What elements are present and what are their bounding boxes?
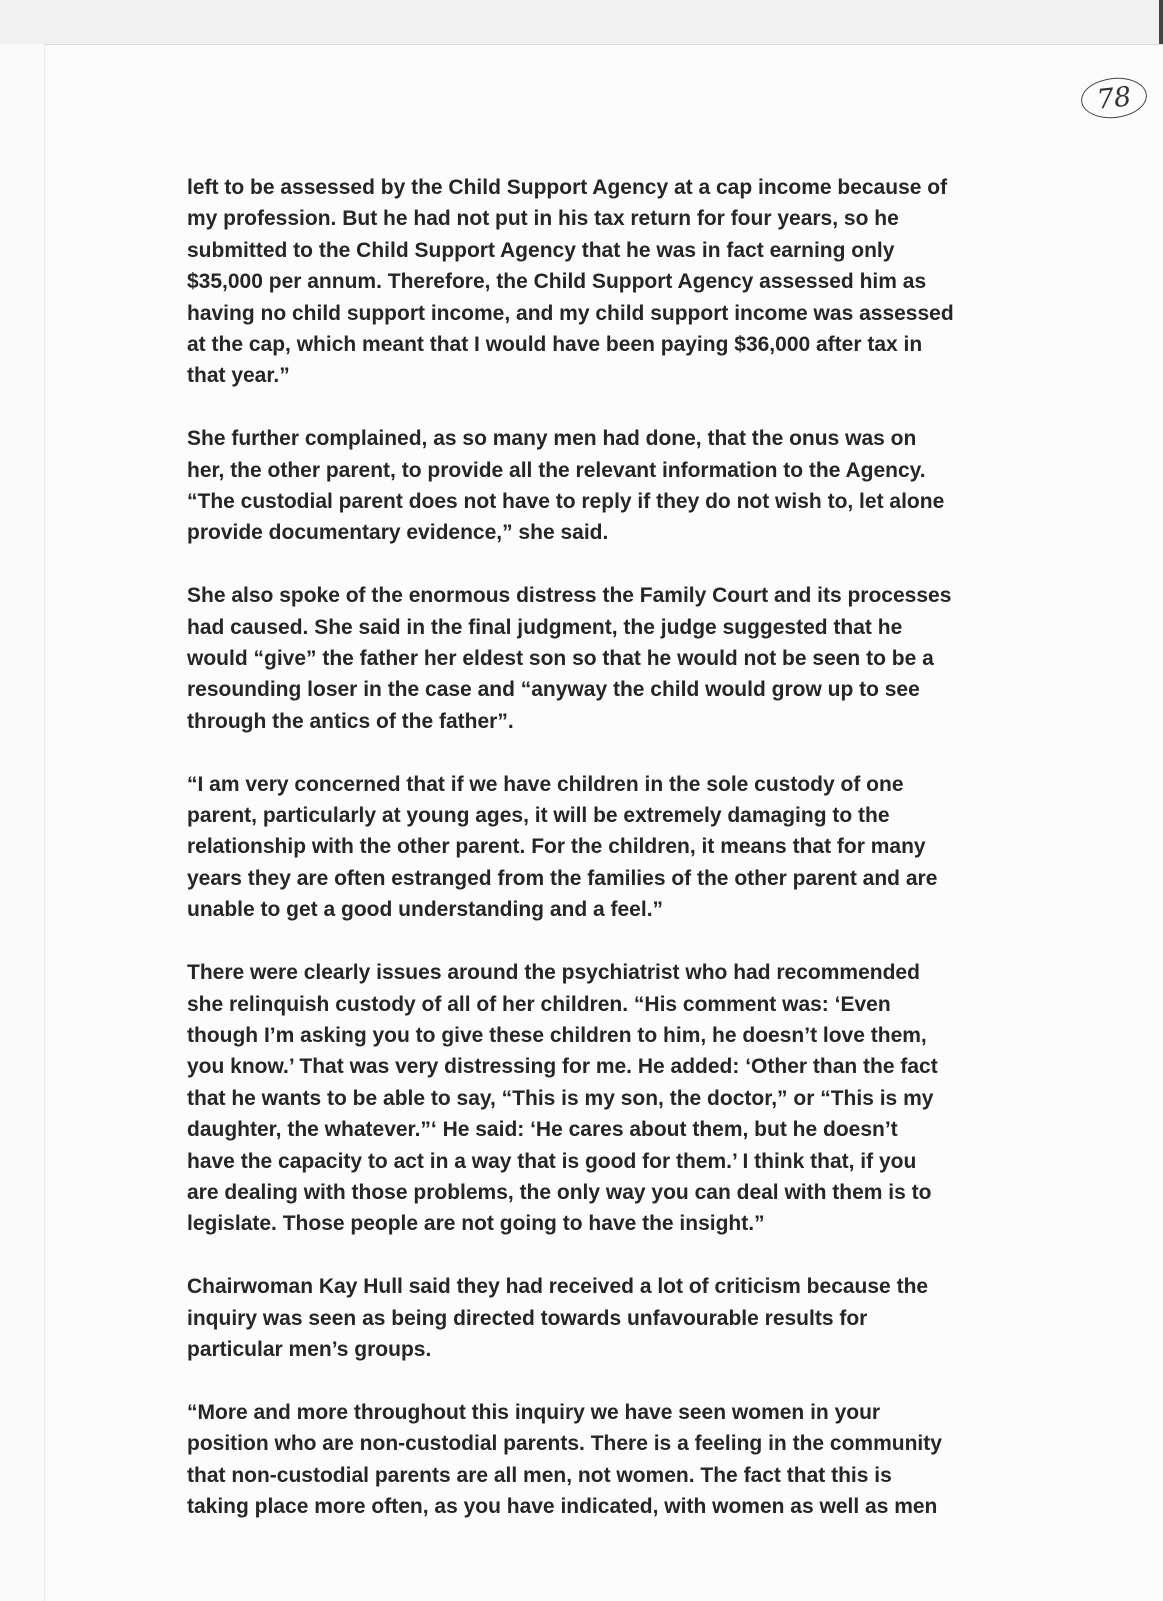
text-line: particular men’s groups. [187,1337,432,1361]
document-body [187,172,1029,1522]
text-line: that non-custodial parents are all men, not women. The fact that this is [187,1463,892,1487]
paragraph [187,423,1029,549]
text-line: Chairwoman Kay Hull said they had received a lot of criticism because the [187,1275,929,1299]
text-line: my profession. But he had not put in his tax return for four years, so he [187,207,899,231]
text-line: have the capacity to act in a way that is good for them.’ I think that, if you [187,1149,917,1173]
text-line: had caused. She said in the final judgment, the judge suggested that he [187,615,903,639]
text-line: She also spoke of the enormous distress the Family Court and its processes [187,584,952,608]
text-line: inquiry was seen as being directed towards unfavourable results for [187,1306,868,1330]
paragraph [187,580,1029,737]
text-line: that year.” [187,364,290,388]
text-line: you know.’ That was very distressing for me. He added: ‘Other than the fact [187,1055,938,1079]
scanner-edge [1159,0,1163,44]
paragraph [187,172,1029,392]
text-line: She further complained, as so many men had done, that the onus was on [187,427,917,451]
text-line: resounding loser in the case and “anyway the child would grow up to see [187,678,920,702]
text-line: at the cap, which meant that I would have been paying $36,000 after tax in [187,333,923,357]
text-line: parent, particularly at young ages, it will be extremely damaging to the [187,804,890,828]
text-line: though I’m asking you to give these children to him, he doesn’t love them, [187,1023,927,1047]
text-line: years they are often estranged from the families of the other parent and are [187,866,938,890]
text-line: position who are non-custodial parents. There is a feeling in the community [187,1432,942,1456]
text-line: that he wants to be able to say, “This is my son, the doctor,” or “This is my [187,1086,934,1110]
text-line: “I am very concerned that if we have children in the sole custody of one [187,772,904,796]
text-line: There were clearly issues around the psychiatrist who had recommended [187,961,920,985]
text-line: submitted to the Child Support Agency that he was in fact earning only [187,238,895,262]
text-line: are dealing with those problems, the only way you can deal with them is to [187,1180,932,1204]
text-line: daughter, the whatever.”‘ He said: ‘He cares about them, but he doesn’t [187,1118,898,1142]
paragraph [187,1271,1029,1365]
text-line: would “give” the father her eldest son so that he would not be seen to be a [187,647,934,671]
text-line: through the antics of the father”. [187,709,514,733]
paragraph [187,957,1029,1240]
text-line: left to be assessed by the Child Support Agency at a cap income because of [187,176,948,199]
text-line: provide documentary evidence,” she said. [187,521,609,545]
text-line: she relinquish custody of all of her children. “His comment was: ‘Even [187,992,891,1016]
text-line: taking place more often, as you have indicated, with women as well as men [187,1494,938,1518]
text-line: “The custodial parent does not have to reply if they do not wish to, let alone [187,490,945,514]
text-line: legislate. Those people are not going to have the insight.” [187,1212,765,1236]
text-line: $35,000 per annum. Therefore, the Child Support Agency assessed him as [187,270,927,294]
paragraph [187,1397,1029,1523]
scanner-background [0,0,1163,44]
text-line: “More and more throughout this inquiry we have seen women in your [187,1400,881,1424]
text-line: having no child support income, and my child support income was assessed [187,301,954,325]
paragraph [187,769,1029,926]
text-line: her, the other parent, to provide all the relevant information to the Agency. [187,458,926,482]
text-line: relationship with the other parent. For the children, it means that for many [187,835,926,859]
text-line: unable to get a good understanding and a feel.” [187,898,664,922]
page-number: 78 [1079,75,1149,122]
